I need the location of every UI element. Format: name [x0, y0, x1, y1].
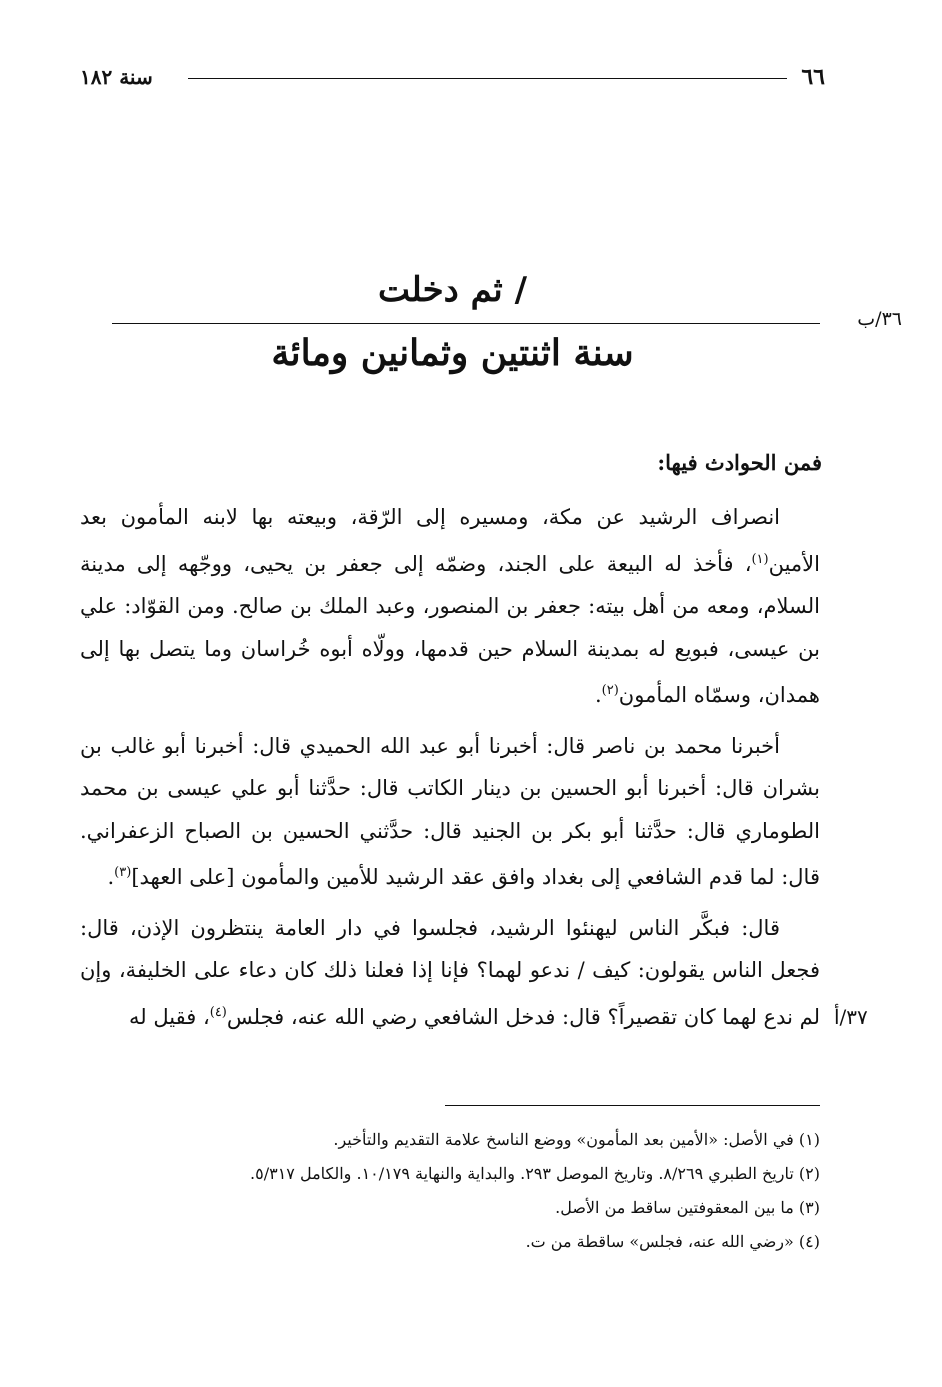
footnote-3: (٣) ما بين المعقوفتين ساقط من الأصل.: [555, 1198, 820, 1217]
footnote-ref-4: (٤): [209, 1004, 227, 1020]
main-text: [80, 496, 820, 1046]
footnote-ref-1: (١): [751, 551, 769, 567]
paragraph-2-text-a: أخبرنا محمد بن ناصر قال: أخبرنا أبو عبد الله الحميدي قال: أخبرنا أبو غالب بن بشران قال: أخبرنا أبو الحسين بن دينار الكاتب قال: حدَّثنا أبو علي عيسى بن محمد الطوماري قال: حدَّثنا أبو بكر بن الجنيد قال: حدَّثني الحسين بن الصباح الزعفراني. قال: لما قدم الشافعي إلى بغداد وافق عقد الرشيد للأمين والمأمون [على العهد]: [80, 733, 820, 889]
header-rule: [188, 78, 787, 79]
footnote-1: (١) في الأصل: «الأمين بعد المأمون» ووضع الناسخ علامة التقديم والتأخير.: [333, 1130, 820, 1149]
footnotes: [80, 1123, 820, 1259]
paragraph-3: [80, 907, 820, 1039]
footnote-ref-2: (٢): [601, 683, 619, 698]
running-header: [80, 64, 825, 94]
footnote-2: (٢) تاريخ الطبري ٨/٢٦٩. وتاريخ الموصل ٢٩٣. والبداية والنهاية ١٠/١٧٩. والكامل ٥/٣١٧.: [250, 1164, 820, 1183]
chapter-title-line1: / ثم دخلت: [378, 270, 527, 310]
paragraph-2: [80, 725, 820, 899]
paragraph-3-text-a: قال: فبكَّر الناس ليهنئوا الرشيد، فجلسوا في دار العامة ينتظرون الإذن، قال: فجعل الناس يقولون: كيف / ندعو لهما؟ فإنا إذا فعلنا ذلك كان دعاء على الخليفة، وإن لم ندع لهما كان تقصيراً؟ قال: فدخل الشافعي رضي الله عنه، فجلس: [80, 915, 820, 1029]
paragraph-3-text-b: ، فقيل له: [129, 1004, 210, 1029]
paragraph-1-text-a: انصراف الرشيد عن مكة، ومسيره إلى الرّقة، وبيعته بها لابنه المأمون بعد الأمين: [80, 505, 820, 576]
title-rule: [112, 323, 820, 324]
margin-folio-37a: ٣٧/أ: [834, 1005, 868, 1029]
paragraph-1-text-b: ، فأخذ له البيعة على الجند، وضمّه إلى جعفر بن يحيى، ووجّهه إلى مدينة السلام، ومعه من أهل بيته: جعفر بن المنصور، وعبد الملك بن صالح. ومن القوّاد: علي بن عيسى، فبويع له بمدينة السلام حين قدمها، وولّاه أبوه خُراسان وما يتصل بها إلى همدان، وسمّاه المأمون: [80, 551, 820, 707]
paragraph-1: [80, 496, 820, 717]
section-heading: فمن الحوادث فيها:: [657, 450, 822, 475]
footnote-4: (٤) «رضي الله عنه، فجلس» ساقطة من ت.: [525, 1232, 820, 1251]
paragraph-2-text-b: .: [107, 865, 115, 889]
running-title: سنة ١٨٢: [80, 65, 153, 89]
page-number: ٦٦: [801, 64, 825, 90]
paragraph-1-text-c: .: [594, 683, 602, 707]
footnote-ref-3: (٣): [114, 865, 132, 880]
chapter-title-line2: سنة اثنتين وثمانين ومائة: [271, 332, 634, 374]
margin-folio-36b: ٣٦/ب: [857, 308, 902, 330]
footnote-rule: [445, 1105, 820, 1106]
